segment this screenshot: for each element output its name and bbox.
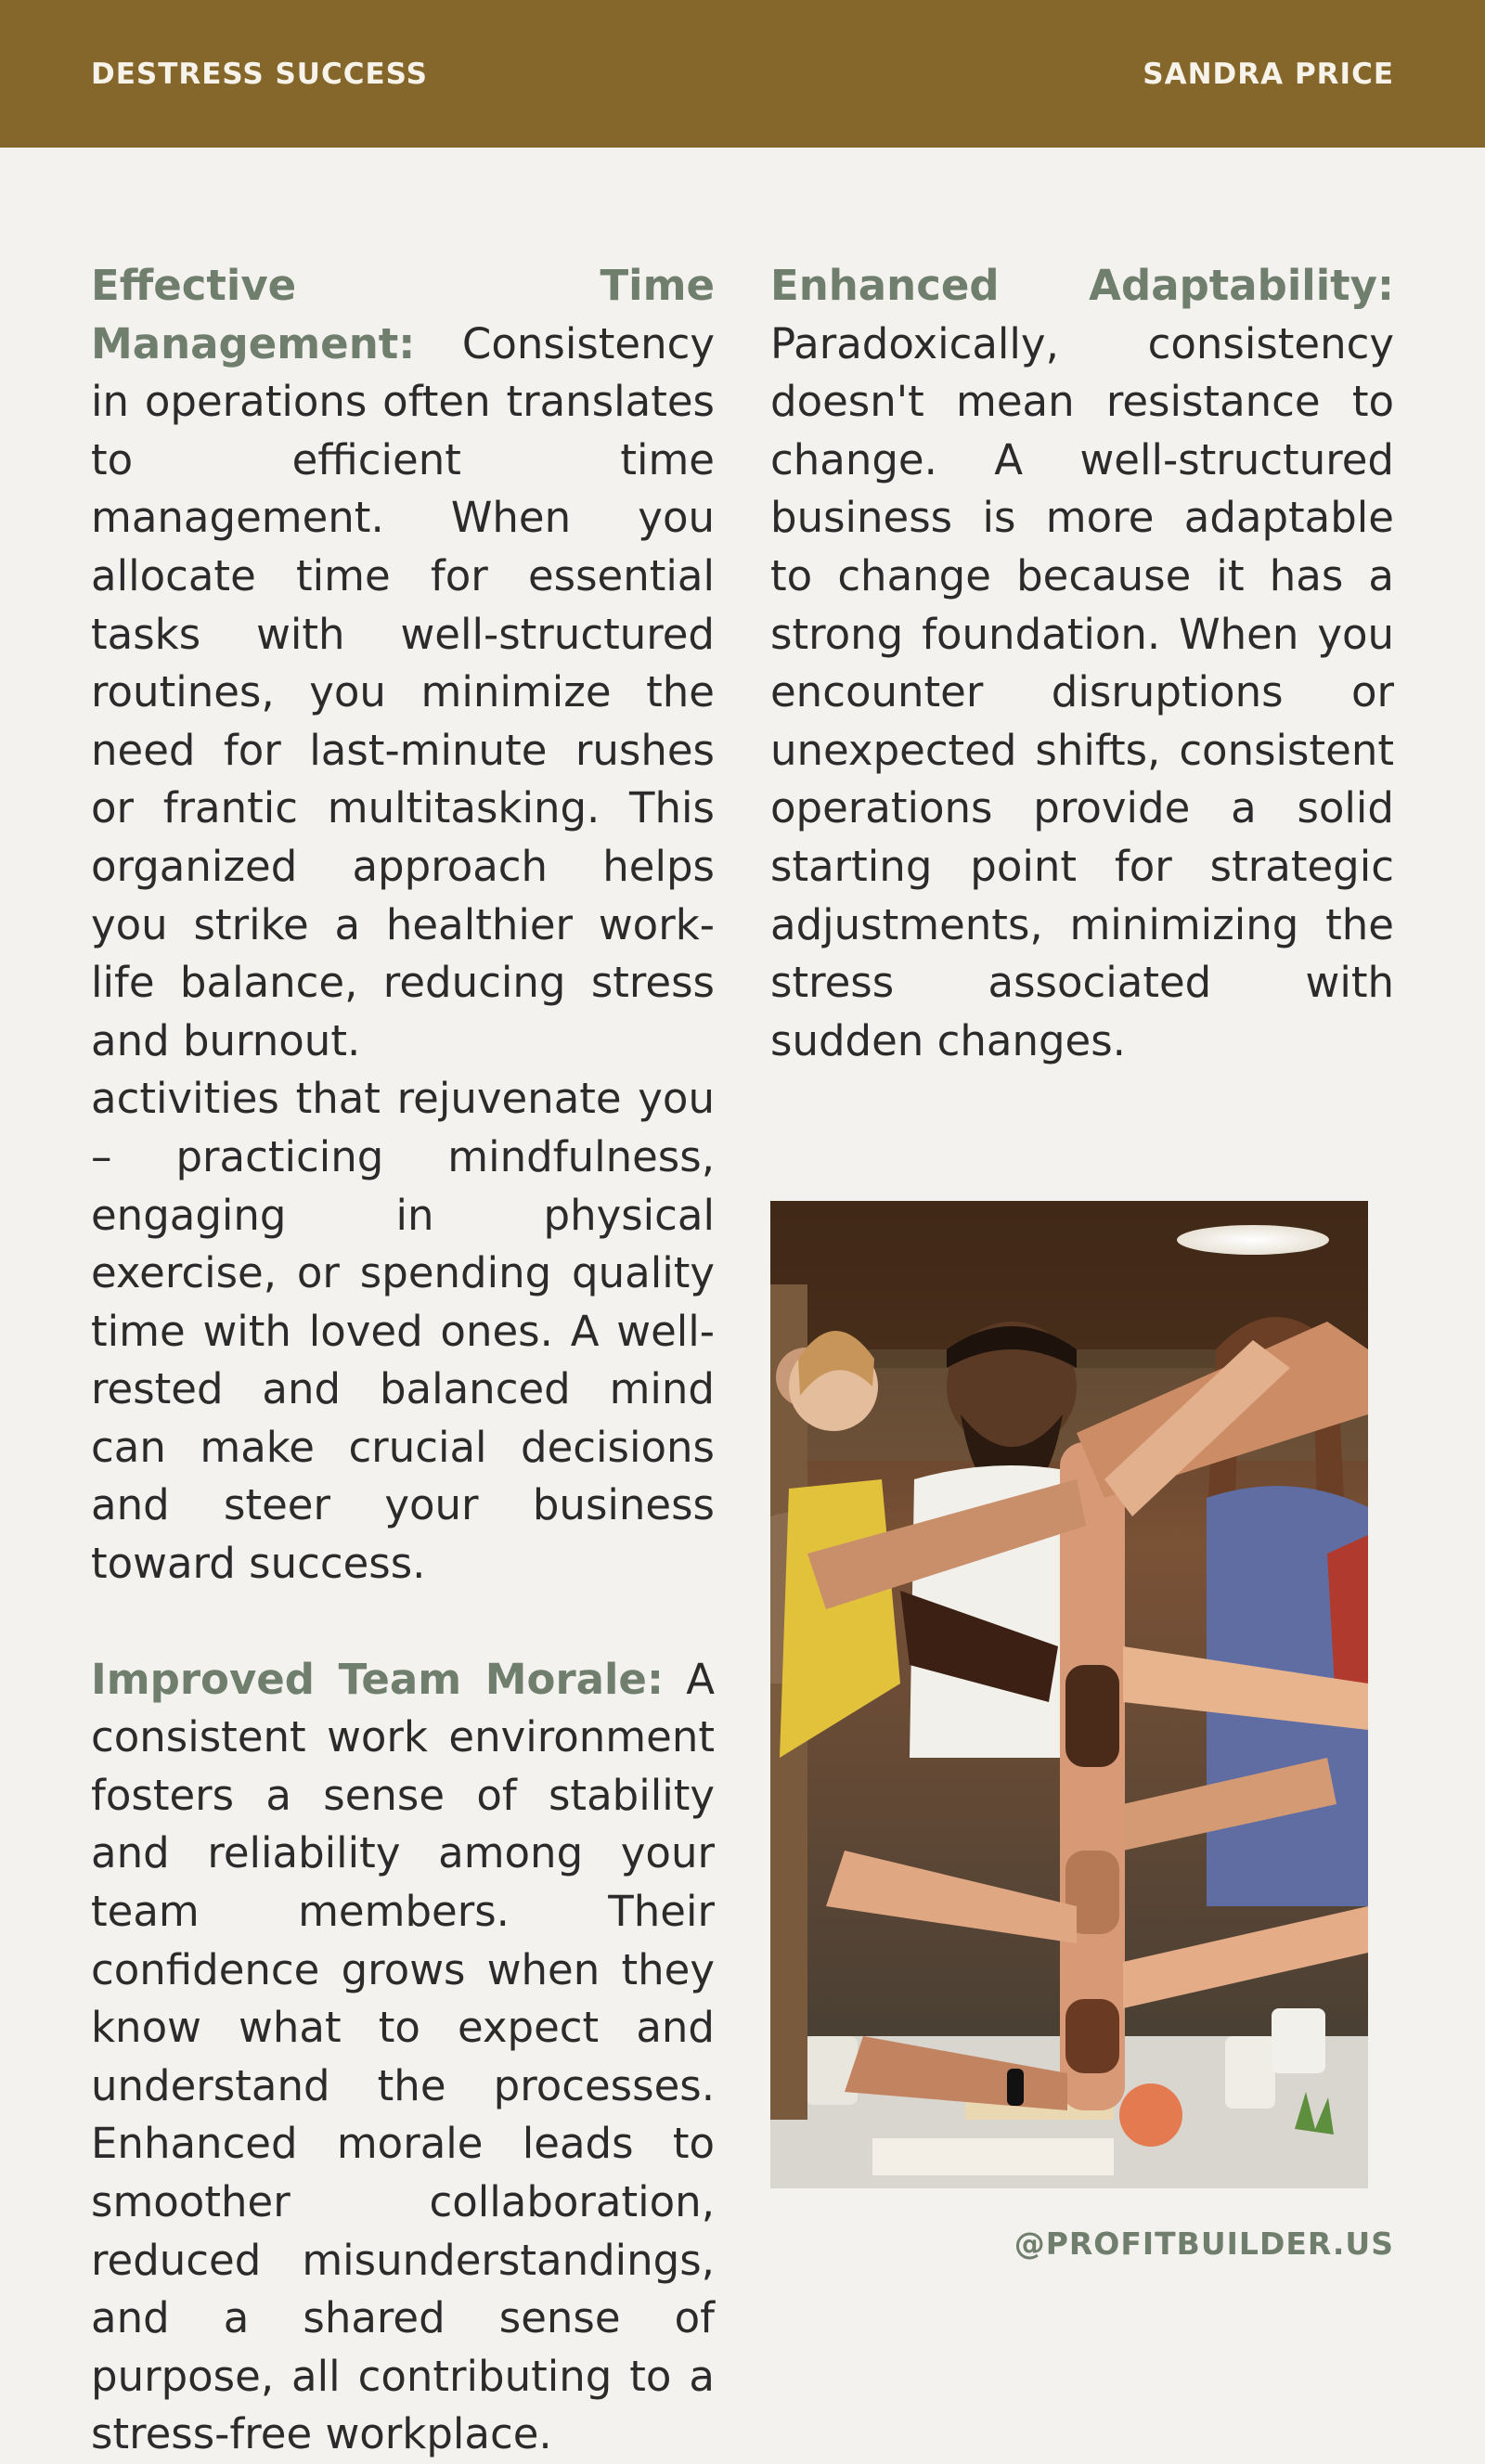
time-management-paragraph bbox=[91, 257, 715, 1070]
author-name: SANDRA PRICE bbox=[1143, 58, 1394, 91]
brand-name: DESTRESS SUCCESS bbox=[91, 58, 428, 91]
left-column bbox=[91, 257, 715, 2464]
adaptability-body: Paradoxically, consistency doesn't mean resistance to change. A well-structured business is more adaptable to change because it has a strong foundation. When you encounter disruptions or unexpected shifts, consistent operations provide a solid starting point for strategic adjustments, minimizing the stress associated with sudden changes. bbox=[770, 318, 1394, 1065]
team-morale-paragraph bbox=[91, 1651, 715, 2464]
time-management-heading: Effective Time Management: bbox=[91, 261, 715, 368]
footer-handle[interactable]: @PROFITBUILDER.US bbox=[1014, 2225, 1394, 2262]
adaptability-paragraph bbox=[770, 257, 1394, 1070]
adaptability-heading: Enhanced Adaptability: bbox=[770, 261, 1394, 310]
team-morale-body: A consistent work environment fosters a sense of stability and reliability among your team members. Their confidence grows when they know what to expect and understand the processes. Enhanced morale leads to smoother collaboration, reduced misunderstandings, and a shared sense of purpose, all contributing to a stress-free workplace. bbox=[91, 1654, 715, 2459]
right-column bbox=[770, 257, 1394, 1070]
team-morale-heading: Improved Team Morale: bbox=[91, 1654, 664, 1704]
time-management-continuation: activities that rejuvenate you – practicing mindfulness, engaging in physical exercise, or spending quality time with loved ones. A well-rested and balanced mind can make crucial decisions and steer your business toward success. bbox=[91, 1074, 715, 1589]
header-bar bbox=[0, 0, 1485, 148]
time-management-body: Consistency in operations often translates to efficient time management. When you allocate time for essential tasks with well-structured routines, you minimize the need for last-minute rushes or frantic multitasking. This organized approach helps you strike a healthier work-life balance, reducing stress and burnout. bbox=[91, 318, 715, 1065]
team-hands-photo bbox=[770, 1201, 1368, 2188]
